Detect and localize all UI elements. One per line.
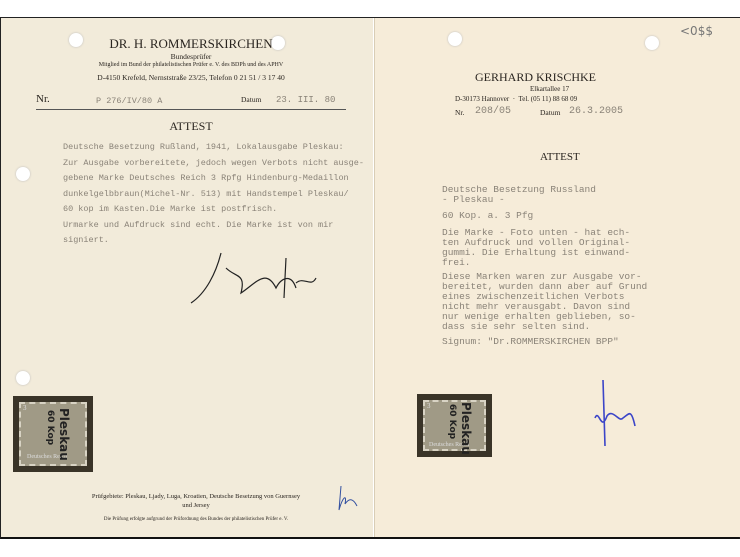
footer-rules: Die Prüfung erfolgte aufgrund der Prüfordnung des Bundes der philatelistischen Prüfer e. V.: [103, 517, 289, 522]
body-line: frei.: [442, 257, 471, 268]
body-line: - Pleskau -: [442, 194, 505, 205]
date-value: 23. III. 80: [276, 95, 336, 105]
punch-hole: [16, 371, 30, 385]
nr-label: Nr.: [36, 93, 50, 105]
attest-body: [63, 140, 364, 249]
body-line: Urmarke und Aufdruck sind echt. Die Marke ist von mir: [63, 219, 334, 230]
punch-hole: [16, 167, 30, 181]
handwritten-signature: [186, 248, 326, 308]
stamp-value: 3: [23, 404, 27, 412]
examiner-role: Bundesprüfer: [170, 52, 212, 61]
footer-areas-line: und Jersey: [182, 502, 210, 509]
body-line: Die Marke - Foto unten - hat ech-: [442, 227, 631, 238]
body-line: eines zwischenzeitlichen Verbots: [442, 291, 625, 302]
stamp-country: Deutsches Reich: [429, 442, 470, 448]
body-line: dass sie sehr selten sind.: [442, 321, 591, 332]
body-line: bereitet, wurden dann aber auf Grund: [442, 281, 648, 292]
handwritten-signature: [585, 378, 645, 448]
examiner-name: DR. H. ROMMERSKIRCHEN: [109, 36, 273, 51]
body-line: signiert.: [63, 235, 109, 245]
punch-hole: [448, 32, 462, 46]
street: Elkartallee 17: [530, 85, 570, 93]
initials-signature: [333, 484, 359, 512]
punch-hole: [645, 36, 659, 50]
overprint-pleskau: Pleskau: [459, 402, 473, 455]
certificates-scan: [0, 17, 740, 539]
overprint-kop: 60 Kop: [447, 404, 457, 440]
body-line: nicht mehr verausgabt. Davon sind: [442, 301, 631, 312]
attest-body: [442, 185, 647, 347]
date-label: Datum: [241, 95, 262, 104]
nr-value: P 276/IV/80 A: [96, 96, 163, 106]
membership: Mitglied im Bund der philatelistischen Prüfer e. V. des BDPh und des APHV: [98, 62, 284, 68]
footer-areas: [41, 492, 351, 510]
overprint-kop: 60 Kop: [45, 410, 55, 446]
stamp-country: Deutsches Reich: [27, 454, 68, 460]
nr-value: 208/05: [475, 106, 512, 117]
attest-title: ATTEST: [540, 151, 580, 163]
attest-title: ATTEST: [169, 119, 213, 133]
footer-areas-line: Prüfgebiete: Pleskau, Ljady, Luga, Kroatien, Deutsche Besetzung von Guernsey: [91, 493, 301, 500]
body-line: dunkelgelbbraun(Michel-Nr. 513) mit Handstempel Pleskau/: [63, 188, 349, 199]
address: D-30173 Hannover · Tel. (05 11) 88 68 09: [455, 95, 578, 103]
corner-note: <0$$: [680, 24, 713, 38]
body-line: nur wenige erhalten geblieben, so-: [442, 311, 636, 322]
body-line: gebene Marke Deutsches Reich 3 Rpfg Hindenburg-Medaillon: [63, 173, 349, 183]
krischke-certificate: [374, 18, 740, 537]
stamp-value: 3: [427, 402, 431, 410]
overprint-pleskau: Pleskau: [57, 408, 71, 461]
rommerskirchen-certificate: [1, 18, 373, 537]
body-line: gummi. Die Erhaltung ist einwand-: [442, 247, 631, 258]
body-line: Deutsche Besetzung Rußland, 1941, Lokalausgabe Pleskau:: [63, 142, 344, 152]
divider: [36, 109, 346, 110]
body-line: Deutsche Besetzung Russland: [442, 184, 596, 195]
date-label: Datum: [540, 108, 561, 117]
body-line: ten Aufdruck und vollen Original-: [442, 237, 631, 248]
body-line: Diese Marken waren zur Ausgabe vor-: [442, 271, 642, 282]
body-line: Zur Ausgabe vorbereitete, jedoch wegen Verbots nicht ausge-: [63, 157, 364, 168]
address: D-4150 Krefeld, Nernststraße 23/25, Telefon 0 21 51 / 3 17 40: [97, 73, 285, 82]
body-line: 60 kop im Kasten.Die Marke ist postfrisch.: [63, 204, 278, 214]
date-value: 26.3.2005: [569, 106, 624, 117]
body-line: 60 Kop. a. 3 Pfg: [442, 210, 534, 221]
nr-label: Nr.: [455, 108, 465, 117]
signum-line: Signum: "Dr.ROMMERSKIRCHEN BPP": [442, 336, 619, 347]
examiner-name: GERHARD KRISCHKE: [475, 70, 597, 84]
stamp-photo: [13, 396, 93, 472]
stamp-photo: [417, 394, 492, 457]
